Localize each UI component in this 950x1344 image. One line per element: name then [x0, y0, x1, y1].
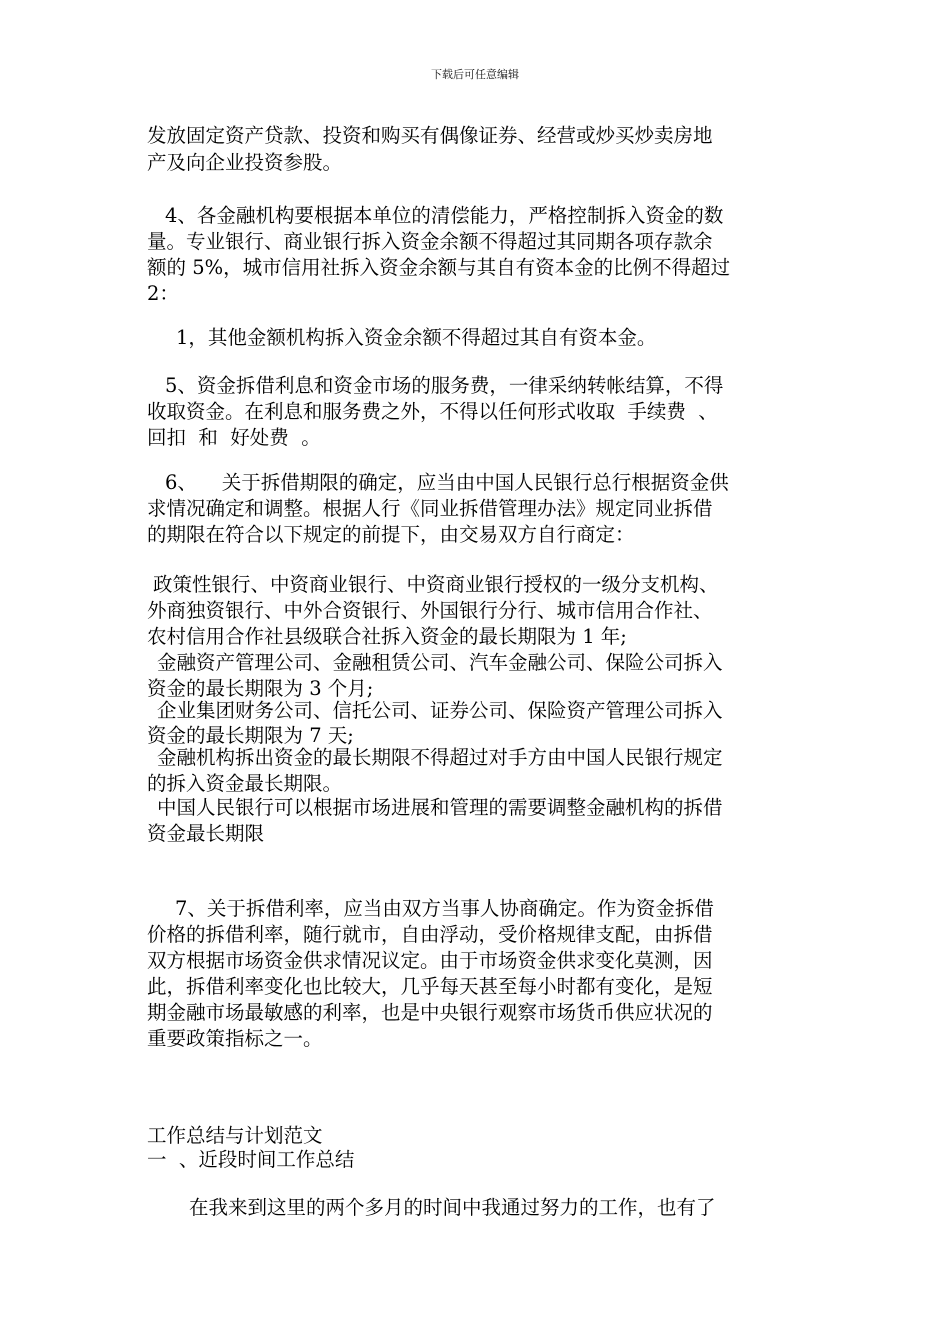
text-line: 重要政策指标之一。: [147, 1027, 323, 1050]
text-line: 回扣 和 好处费 。: [147, 426, 321, 449]
text-line: 期金融市场最敏感的利率，也是中央银行观察市场货币供应状况的: [147, 1001, 713, 1024]
text-line: 在我来到这里的两个多月的时间中我通过努力的工作，也有了: [189, 1196, 716, 1219]
text-line: 收取资金。在利息和服务费之外，不得以任何形式收取 手续费 、: [147, 400, 718, 423]
text-line: 5、资金拆借利息和资金市场的服务费，一律采纳转帐结算，不得: [165, 374, 724, 397]
text-line: 额的 5%，城市信用社拆入资金余额与其自有资本金的比例不得超过: [147, 256, 731, 279]
text-line: 政策性银行、中资商业银行、中资商业银行授权的一级分支机构、: [153, 573, 719, 596]
section-title: 工作总结与计划范文: [147, 1124, 323, 1147]
text-line: 7、关于拆借利率，应当由双方当事人协商确定。作为资金拆借: [175, 897, 714, 920]
text-line: 此，拆借利率变化也比较大，几乎每天甚至每小时都有变化，是短: [147, 975, 713, 998]
text-line: 企业集团财务公司、信托公司、证券公司、保险资产管理公司拆入: [157, 699, 723, 722]
page-header: 下载后可任意编辑: [431, 68, 519, 81]
text-line: 金融机构拆出资金的最长期限不得超过对手方由中国人民银行规定: [157, 746, 723, 769]
section-heading: 一 、近段时间工作总结: [147, 1148, 355, 1171]
text-line: 的期限在符合以下规定的前提下，由交易双方自行商定：: [147, 523, 635, 546]
text-line: 4、各金融机构要根据本单位的清偿能力，严格控制拆入资金的数: [165, 204, 724, 227]
text-line: 农村信用合作社县级联合社拆入资金的最长期限为 1 年;: [147, 625, 627, 648]
text-line: 产及向企业投资参股。: [147, 151, 343, 174]
text-line: 求情况确定和调整。根据人行《同业拆借管理办法》规定同业拆借: [147, 497, 713, 520]
text-line: 量。专业银行、商业银行拆入资金余额不得超过其同期各项存款余: [147, 230, 713, 253]
text-line: 中国人民银行可以根据市场进展和管理的需要调整金融机构的拆借: [157, 796, 723, 819]
text-line: 资金的最长期限为 7 天;: [147, 724, 354, 747]
text-line: 发放固定资产贷款、投资和购买有偶像证券、经营或炒买炒卖房地: [147, 124, 713, 147]
text-line: 外商独资银行、中外合资银行、外国银行分行、城市信用合作社、: [147, 599, 713, 622]
text-line: 价格的拆借利率，随行就市，自由浮动，受价格规律支配，由拆借: [147, 923, 713, 946]
text-line: 的拆入资金最长期限。: [147, 772, 343, 795]
text-line: 2：: [147, 282, 179, 305]
text-line: 双方根据市场资金供求情况议定。由于市场资金供求变化莫测，因: [147, 949, 713, 972]
text-line: 6、 关于拆借期限的确定，应当由中国人民银行总行根据资金供: [165, 471, 729, 494]
text-line: 资金的最长期限为 3 个月;: [147, 677, 374, 700]
text-line: 金融资产管理公司、金融租赁公司、汽车金融公司、保险公司拆入: [157, 651, 723, 674]
text-line: 1，其他金额机构拆入资金余额不得超过其自有资本金。: [176, 326, 657, 349]
text-line: 资金最长期限: [147, 822, 265, 845]
